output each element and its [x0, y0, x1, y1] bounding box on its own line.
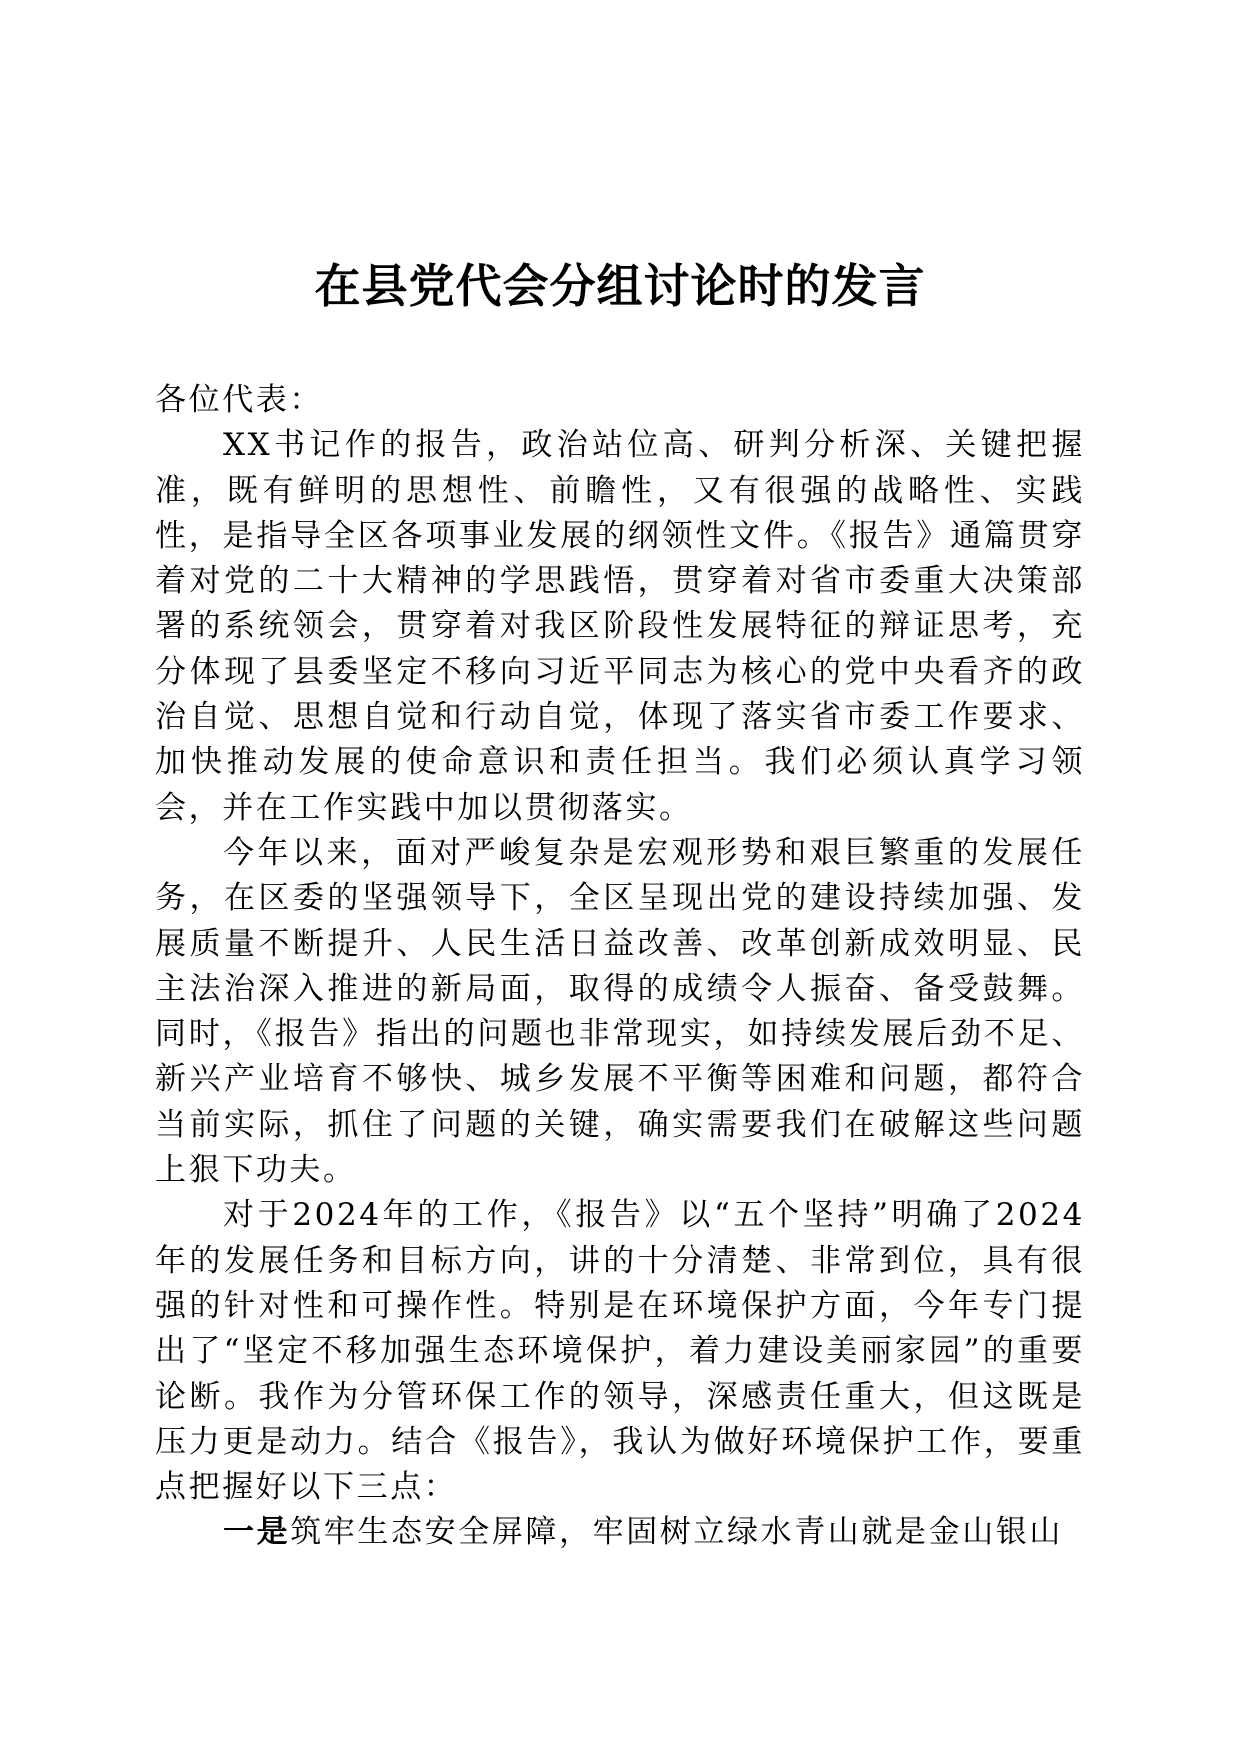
paragraph-3-text: 对于2024年的工作，《报告》以“五个坚持”明确了2024年的发展任务和目标方向，讲的十分清楚、非常到位，具有很强的针对性和可操作性。特别是在环境保护方面，今年专门提出了“坚定不移加强生态环境保护，着力建设美丽家园”的重要论断。我作为分管环保工作的领导，深感责任重大，但这既是压力更是动力。结合《报告》，我认为做好环境保护工作，要重点把握好以下三点： — [155, 1197, 1085, 1506]
document-title: 在县党代会分组讨论时的发言 — [314, 259, 926, 313]
salutation: 各位代表： — [155, 382, 323, 418]
paragraph-1 — [155, 423, 1085, 831]
paragraph-4-text: 筑牢生态安全屏障，牢固树立绿水青山就是金山银山 — [290, 1514, 1064, 1551]
paragraph-1-text: XX书记作的报告，政治站位高、研判分析深、关键把握准，既有鲜明的思想性、前瞻性，又有很强的战略性、实践性，是指导全区各项事业发展的纲领性文件。《报告》通篇贯穿着对党的二十大精神的学思践悟，贯穿着对省市委重大决策部署的系统领会，贯穿着对我区阶段性发展特征的辩证思考，充分体现了县委坚定不移向习近平同志为核心的党中央看齐的政治自觉、思想自觉和行动自觉，体现了落实省市委工作要求、加快推动发展的使命意识和责任担当。我们必须认真学习领会，并在工作实践中加以贯彻落实。 — [155, 427, 1085, 826]
paragraph-2-text: 今年以来，面对严峻复杂是宏观形势和艰巨繁重的发展任务，在区委的坚强领导下，全区呈现出党的建设持续加强、发展质量不断提升、人民生活日益改善、改革创新成效明显、民主法治深入推进的新局面，取得的成绩令人振奋、备受鼓舞。同时，《报告》指出的问题也非常现实，如持续发展后劲不足、新兴产业培育不够快、城乡发展不平衡等困难和问题，都符合当前实际，抓住了问题的关键，确实需要我们在破解这些问题上狠下功夫。 — [155, 834, 1085, 1189]
paragraph-4-lead: 一是 — [223, 1514, 291, 1551]
document-body — [155, 378, 1085, 1556]
paragraph-4 — [155, 1510, 1085, 1555]
paragraph-3 — [155, 1193, 1085, 1510]
paragraph-2 — [155, 831, 1085, 1193]
